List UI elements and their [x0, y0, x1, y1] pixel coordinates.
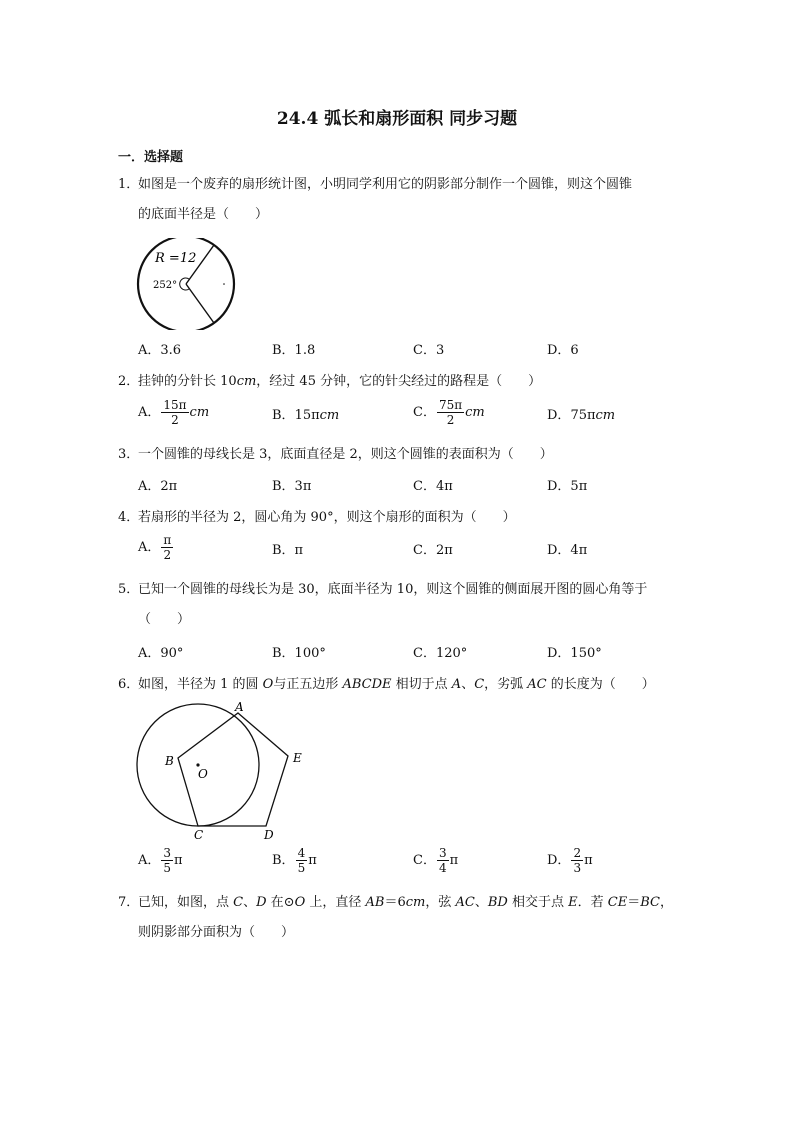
var: A [451, 677, 462, 692]
q4-option-d: D．4π [547, 543, 588, 558]
q4-option-b: B．π [272, 543, 304, 558]
option-label: D． [547, 853, 571, 868]
option-label: C． [413, 405, 436, 420]
question-text: 相切于点 [391, 677, 452, 692]
circle-pentagon-figure [130, 698, 320, 848]
var: D [256, 895, 267, 910]
fraction [161, 846, 173, 875]
option-value: 75π [570, 408, 596, 423]
fraction [296, 846, 308, 875]
label-a: A [235, 700, 244, 714]
q3-option-d: D．5π [547, 479, 588, 494]
fraction [161, 398, 188, 427]
question-text: 一个圆锥的母线长是 3，底面直径是 2，则这个圆锥的表面积为（ ） [138, 447, 553, 462]
question-text: ．若 [577, 895, 608, 910]
question-text: 已知一个圆锥的母线长为是 30，底面半径为 10，则这个圆锥的侧面展开图的圆心角等于 [138, 582, 648, 597]
q3-option-c: C．4π [413, 479, 453, 494]
question-5 [118, 580, 647, 600]
question-number: 5． [118, 582, 140, 597]
question-number: 3． [118, 447, 140, 462]
q5-option-b: B．100° [272, 646, 326, 661]
question-7 [118, 893, 673, 913]
unit: cm [189, 405, 210, 420]
fraction [161, 533, 173, 562]
unit: cm [465, 405, 485, 420]
var: ABCDE [342, 677, 392, 692]
var: E [568, 895, 578, 910]
q1-option-d: D．6 [547, 343, 579, 358]
fraction [437, 398, 464, 427]
label-e: E [293, 751, 302, 765]
q1-option-b: B．1.8 [272, 343, 316, 358]
var: C [233, 895, 244, 910]
pentagon-abcde [178, 713, 288, 826]
var: BD [487, 895, 508, 910]
question-text: 与正五边形 [273, 677, 343, 692]
question-4 [118, 508, 516, 528]
unit: cm [236, 374, 257, 389]
q5-option-a: A．90° [138, 646, 184, 661]
pi-symbol: π [584, 853, 593, 868]
denominator: 5 [163, 861, 172, 875]
question-7-continued: 则阴影部分面积为（ ） [138, 925, 295, 940]
var: BC [640, 895, 660, 910]
var: AC [527, 677, 547, 692]
pi-symbol: π [308, 853, 317, 868]
denominator: 5 [297, 861, 306, 875]
question-text: ＝ [627, 895, 641, 910]
question-text: 已知，如图，点 [138, 895, 234, 910]
question-text: ，劣弧 [484, 677, 528, 692]
option-label: A． [138, 540, 161, 555]
fraction [571, 846, 583, 875]
fraction [437, 846, 449, 875]
separator: 、 [474, 895, 488, 910]
var: O [294, 895, 306, 910]
question-text: ， [659, 895, 673, 910]
section-heading: 一．选择题 [118, 150, 184, 165]
separator: 、 [243, 895, 257, 910]
var: AC [455, 895, 475, 910]
numerator: 75π [438, 398, 463, 412]
question-3 [118, 445, 553, 465]
question-text: 如图，半径为 1 的圆 [138, 677, 263, 692]
sector-dot [223, 283, 225, 285]
denominator: 2 [446, 413, 455, 427]
question-2 [118, 372, 541, 392]
q3-option-a: A．2π [138, 479, 178, 494]
question-number: 1． [118, 177, 140, 192]
question-5-continued: （ ） [138, 612, 191, 627]
q6-option-d [547, 846, 593, 875]
radius-label: R =12 [155, 251, 197, 266]
q1-option-c: C．3 [413, 343, 445, 358]
question-number: 4． [118, 510, 140, 525]
option-label: A． [138, 853, 161, 868]
option-value: 15π [294, 408, 320, 423]
question-1-continued: 的底面半径是（ ） [138, 207, 269, 222]
unit: cm [319, 408, 340, 423]
question-number: 2． [118, 374, 140, 389]
q2-option-c [413, 398, 485, 427]
question-1 [118, 175, 632, 195]
option-label: A． [138, 405, 161, 420]
var: C [474, 677, 485, 692]
q2-option-b [272, 406, 339, 426]
question-text: 上，直径 [305, 895, 366, 910]
label-b: B [165, 754, 174, 768]
label-d: D [264, 828, 274, 842]
denominator: 3 [573, 861, 582, 875]
question-number: 6． [118, 677, 140, 692]
numerator: 4 [297, 846, 306, 860]
q5-option-d: D．150° [547, 646, 602, 661]
numerator: 2 [573, 846, 582, 860]
q4-option-a [138, 533, 174, 562]
option-label: B． [272, 408, 295, 423]
q2-option-a [138, 398, 209, 427]
q6-option-c [413, 846, 458, 875]
q1-option-a: A．3.6 [138, 343, 182, 358]
question-text: ，经过 45 分钟，它的针尖经过的路程是（ ） [256, 374, 542, 389]
var: CE [607, 895, 628, 910]
question-text: 如图是一个废弃的扇形统计图，小明同学利用它的阴影部分制作一个圆锥，则这个圆锥 [138, 177, 633, 192]
denominator: 2 [171, 413, 179, 427]
unit: cm [405, 895, 426, 910]
page-title: 24.4 弧长和扇形面积 同步习题 [276, 109, 518, 129]
question-text: 在⊙ [266, 895, 295, 910]
pie-chart-figure [136, 238, 238, 330]
denominator: 2 [163, 548, 172, 562]
option-label: C． [413, 853, 436, 868]
question-number: 7． [118, 895, 140, 910]
separator: 、 [461, 677, 475, 692]
q5-option-c: C．120° [413, 646, 468, 661]
label-c: C [194, 828, 204, 842]
q2-option-d [547, 406, 615, 426]
q6-option-a [138, 846, 183, 875]
option-label: D． [547, 408, 571, 423]
question-text: 若扇形的半径为 2，圆心角为 90°，则这个扇形的面积为（ ） [138, 510, 516, 525]
var: AB [365, 895, 385, 910]
question-text: ，弦 [425, 895, 456, 910]
question-text: 的长度为（ ） [546, 677, 655, 692]
numerator: 3 [438, 846, 447, 860]
option-label: B． [272, 853, 295, 868]
question-text: ＝6 [384, 895, 406, 910]
q3-option-b: B．3π [272, 479, 312, 494]
pi-symbol: π [174, 853, 183, 868]
label-o: O [198, 767, 208, 781]
numerator: 15π [163, 398, 187, 412]
question-6 [118, 675, 655, 695]
pi-symbol: π [449, 853, 459, 868]
numerator: 3 [163, 846, 172, 860]
unit: cm [595, 408, 616, 423]
denominator: 4 [438, 861, 447, 875]
numerator: π [163, 533, 172, 547]
question-text: 挂钟的分针长 10 [138, 374, 237, 389]
q4-option-c: C．2π [413, 543, 453, 558]
question-text: 相交于点 [507, 895, 569, 910]
var: O [262, 677, 274, 692]
angle-label: 252° [153, 280, 178, 291]
angle-arc [180, 278, 189, 290]
sector-radius-bottom [186, 284, 214, 323]
q6-option-b [272, 846, 317, 875]
